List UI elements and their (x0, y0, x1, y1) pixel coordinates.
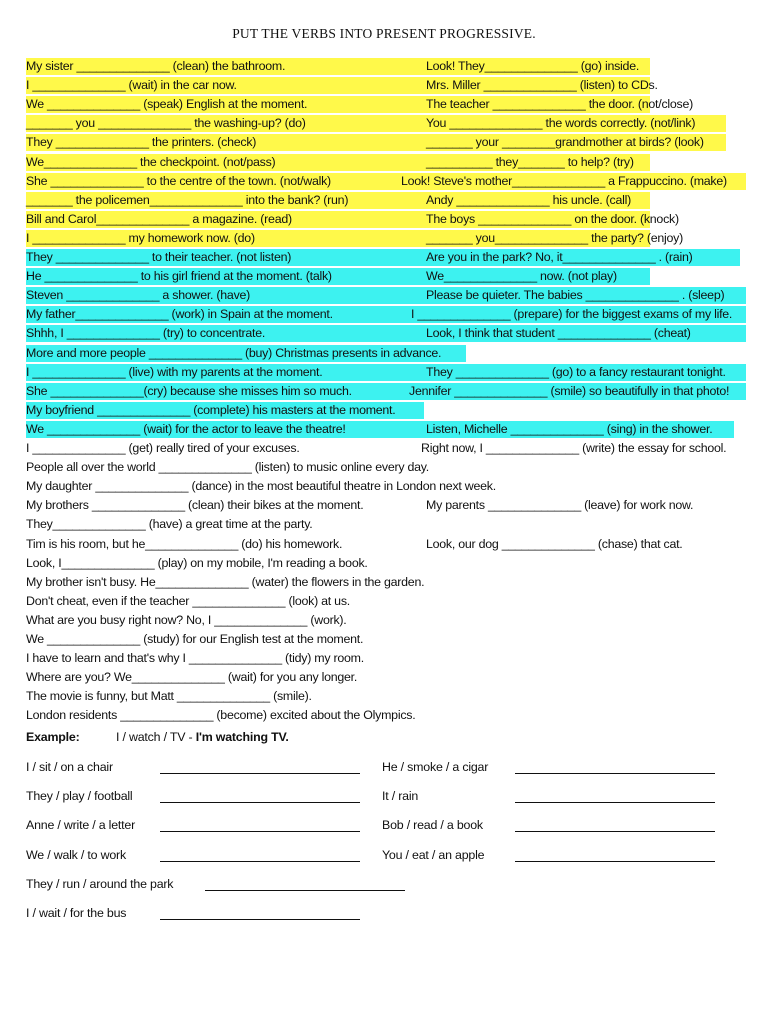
exercise-sentence-right: My parents ______________ (leave) for work now. (426, 498, 694, 513)
exercise-sentence-right: Please be quieter. The babies ______________ . (sleep) (426, 288, 725, 303)
exercise-sentence-right: Are you in the park? No, it______________ . (rain) (426, 250, 693, 264)
exercise-sentence-right: __________ they_______ to help? (try) (426, 154, 634, 169)
exercise-sentence-left: My boyfriend ______________ (complete) his masters at the moment. (26, 402, 396, 417)
exercise-sentence-left: What are you busy right now? No, I ______________ (work). (26, 612, 347, 627)
exercise-row (26, 267, 746, 286)
exercise-row (26, 286, 746, 305)
exercise-prompt: I / wait / for the bus (26, 906, 127, 920)
example-label: Example: (26, 730, 80, 744)
exercise-sentence-left: They______________ (have) a great time at the party. (26, 517, 313, 532)
exercise-sentence-right: They ______________ (go) to a fancy restaurant tonight. (426, 364, 726, 379)
exercise-sentence-left: I ______________ (live) with my parents at the moment. (26, 364, 323, 379)
exercise-sentence-left: I ______________ my homework now. (do) (26, 230, 255, 245)
example-answer: I'm watching TV. (195, 730, 289, 744)
answer-line[interactable] (160, 773, 360, 774)
exercise-row (26, 458, 746, 477)
exercise-sentence-left: I ______________ (wait) in the car now. (26, 78, 237, 93)
exercise-sentence-left: My brother isn't busy. He______________ (water) the flowers in the garden. (26, 574, 425, 589)
exercise-row (26, 324, 746, 343)
exercise-row (26, 630, 746, 649)
exercise-row (26, 401, 746, 420)
exercise-row (26, 114, 746, 133)
exercise-sentence-left: My brothers ______________ (clean) their bikes at the moment. (26, 498, 364, 513)
answer-line[interactable] (515, 802, 715, 803)
exercise-sentence-left: People all over the world ______________ (listen) to music online every day. (26, 460, 429, 475)
exercise-row (26, 687, 746, 706)
exercise-sentence-left: The movie is funny, but Matt ______________ (smile). (26, 689, 312, 704)
answer-line[interactable] (160, 919, 360, 920)
exercise-row (26, 382, 746, 401)
exercise-prompt: They / run / around the park (26, 877, 174, 891)
exercise-sentence-left: More and more people ______________ (buy) Christmas presents in advance. (26, 345, 442, 360)
exercise-row (26, 76, 746, 95)
exercise-sentence-left: London residents ______________ (become) excited about the Olympics. (26, 708, 416, 723)
answer-line[interactable] (515, 861, 715, 862)
exercise-row (26, 229, 746, 248)
exercise-sentence-left: We ______________ (speak) English at the moment. (26, 97, 308, 112)
exercise-sentence-left: We______________ the checkpoint. (not/pass) (26, 154, 276, 169)
exercise-row (26, 153, 746, 172)
exercise-sentence-right: Right now, I ______________ (write) the essay for school. (421, 441, 727, 455)
exercise-sentence-left: Where are you? We______________ (wait) for you any longer. (26, 670, 358, 685)
exercise-row (26, 515, 746, 534)
exercise-row (26, 649, 746, 668)
exercise-row (26, 305, 746, 324)
exercise-prompt: They / play / football (26, 789, 133, 803)
exercise-sentence-right: Look! Steve's mother______________ a Frappuccino. (make) (401, 173, 727, 188)
exercise-sentence-right: Look! They______________ (go) inside. (426, 59, 640, 73)
exercise-sentence-right: Look, our dog ______________ (chase) that cat. (426, 536, 683, 551)
exercise-row (26, 133, 746, 152)
exercise-row (26, 191, 746, 210)
exercise-row (26, 573, 746, 592)
exercise-row (26, 496, 746, 515)
exercise-sentence-right: The boys ______________ on the door. (knock) (426, 211, 679, 226)
exercise-sentence-left: Look, I______________ (play) on my mobile, I'm reading a book. (26, 555, 368, 570)
exercise-row (26, 210, 746, 229)
exercise-row (26, 706, 746, 725)
example-prompt: I / watch / TV - (116, 730, 193, 744)
exercise-sentence-right: _______ your ________grandmother at birds? (look) (426, 135, 704, 150)
answer-line[interactable] (515, 773, 715, 774)
exercise-sentence-right: The teacher ______________ the door. (not/close) (426, 97, 693, 112)
exercise-sentence-left: My daughter ______________ (dance) in the most beautiful theatre in London next week. (26, 479, 496, 494)
exercise-row (26, 592, 746, 611)
exercise-sentence-right: I ______________ (prepare) for the biggest exams of my life. (411, 307, 733, 322)
worksheet-title: PUT THE VERBS INTO PRESENT PROGRESSIVE. (232, 26, 536, 41)
exercise-sentence-right: Andy ______________ his uncle. (call) (426, 192, 631, 207)
exercise-row (26, 477, 746, 496)
exercise-sentence-left: My sister ______________ (clean) the bathroom. (26, 59, 286, 73)
exercise-row (26, 363, 746, 382)
exercise-prompt: Anne / write / a letter (26, 818, 136, 832)
exercise-sentence-left: Steven ______________ a shower. (have) (26, 288, 251, 303)
exercise-sentence-left: I have to learn and that's why I ______________ (tidy) my room. (26, 651, 364, 666)
exercise-sentence-right: Look, I think that student ______________ (cheat) (426, 326, 691, 341)
exercise-sentence-left: He ______________ to his girl friend at the moment. (talk) (26, 269, 332, 284)
exercise-prompt: We / walk / to work (26, 848, 126, 862)
exercise-row (26, 172, 746, 191)
exercise-sentence-left: Bill and Carol______________ a magazine. (read) (26, 211, 292, 226)
exercise-row (26, 554, 746, 573)
exercise-row (26, 439, 746, 458)
answer-line[interactable] (160, 802, 360, 803)
example-row (26, 730, 289, 744)
answer-line[interactable] (160, 861, 360, 862)
exercise-sentence-left: _______ the policemen______________ into the bank? (run) (26, 192, 349, 207)
exercise-prompt: I / sit / on a chair (26, 760, 113, 774)
exercise-row (26, 611, 746, 630)
exercise-row (26, 344, 746, 363)
exercise-prompt: Bob / read / a book (382, 818, 483, 832)
exercise-sentence-right: _______ you______________ the party? (enjoy) (426, 230, 683, 245)
exercise-sentence-left: She ______________(cry) because she misses him so much. (26, 383, 352, 398)
answer-line[interactable] (205, 890, 405, 891)
exercise-sentence-right: Listen, Michelle ______________ (sing) in the shower. (426, 421, 713, 436)
exercise-sentence-left: Don't cheat, even if the teacher ______________ (look) at us. (26, 593, 350, 608)
exercise-row (26, 535, 746, 554)
exercise-prompt: He / smoke / a cigar (382, 760, 489, 774)
exercise-sentence-right: Jennifer ______________ (smile) so beautifully in that photo! (409, 383, 730, 398)
exercise-sentence-left: _______ you ______________ the washing-up? (do) (26, 116, 306, 131)
exercise-prompt: It / rain (382, 789, 419, 803)
exercise-sentence-left: We ______________ (study) for our English test at the moment. (26, 632, 364, 646)
exercise-sentence-right: You ______________ the words correctly. (not/link) (426, 116, 696, 131)
exercise-row (26, 95, 746, 114)
exercise-row (26, 57, 746, 76)
exercise-sentence-left: I ______________ (get) really tired of your excuses. (26, 441, 300, 455)
exercise-sentence-right: We______________ now. (not play) (426, 269, 617, 284)
answer-line[interactable] (515, 831, 715, 832)
exercise-sentence-left: They ______________ to their teacher. (not listen) (26, 250, 292, 264)
exercise-prompt: You / eat / an apple (382, 848, 485, 862)
exercise-sentence-left: She ______________ to the centre of the town. (not/walk) (26, 173, 331, 188)
exercise-row (26, 420, 746, 439)
answer-line[interactable] (160, 831, 360, 832)
exercise-sentence-left: Tim is his room, but he______________ (do) his homework. (26, 536, 343, 551)
exercise-sentence-left: They ______________ the printers. (check) (26, 135, 257, 150)
exercise-sentence-left: We ______________ (wait) for the actor to leave the theatre! (26, 421, 346, 436)
exercise-row (26, 668, 746, 687)
exercise-sentence-left: My father______________ (work) in Spain at the moment. (26, 307, 333, 322)
exercise-sentence-left: Shhh, I ______________ (try) to concentrate. (26, 326, 266, 341)
exercise-sentence-right: Mrs. Miller ______________ (listen) to CDs. (426, 78, 658, 93)
exercise-row (26, 248, 746, 267)
